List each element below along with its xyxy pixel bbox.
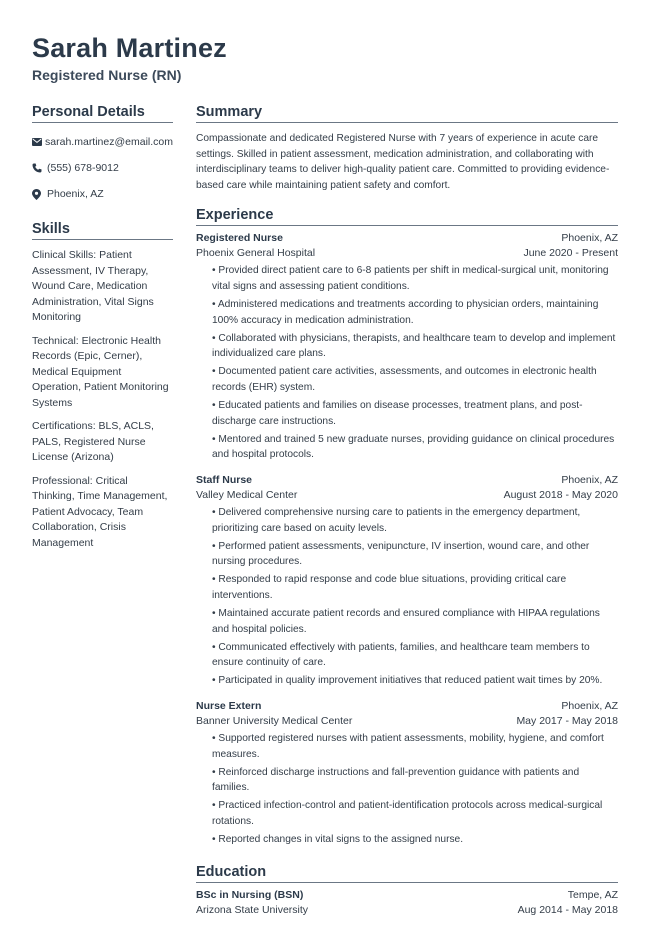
job-role: Registered Nurse (196, 232, 283, 245)
job-bullet: • Communicated effectively with patients, families, and healthcare team members to ensure continuity of care. (212, 641, 590, 669)
experience-heading: Experience (196, 207, 618, 226)
summary-heading: Summary (196, 104, 618, 123)
job-dates: June 2020 - Present (523, 247, 618, 260)
job-bullet: • Collaborated with physicians, therapists, and healthcare team to develop and implement individualized care plans. (212, 332, 616, 360)
contact-email (32, 135, 173, 149)
job-bullet: • Administered medications and treatments according to physician orders, maintaining 100% accuracy in medication administration. (212, 299, 599, 326)
job-bullet: • Responded to rapid response and code blue situations, providing critical care interventions. (212, 574, 567, 601)
job-location: Phoenix, AZ (561, 700, 618, 713)
skill-group: Professional: Critical Thinking, Time Management, Patient Advocacy, Team Collaboration, Crisis Management (32, 474, 168, 549)
contact-phone (32, 161, 173, 175)
job-bullet: • Maintained accurate patient records and ensured compliance with HIPAA regulations and hospital policies. (212, 608, 600, 635)
job-bullet: • Reinforced discharge instructions and fall-prevention guidance with patients and families. (212, 766, 580, 794)
job-bullet: • Documented patient care activities, assessments, and outcomes in electronic health records (EHR) system. (212, 366, 597, 394)
skill-group: Clinical Skills: Patient Assessment, IV Therapy, Wound Care, Medication Administration, Vital Signs Monitoring (32, 249, 154, 323)
job-bullet: • Practiced infection-control and patient-identification protocols across medical-surgical rotations. (212, 800, 603, 827)
school: Arizona State University (196, 903, 309, 916)
phone-text: (555) 678-9012 (47, 162, 119, 174)
job-bullet: • Performed patient assessments, venipuncture, IV insertion, wound care, and other nursing procedures. (212, 540, 590, 568)
job-role: Nurse Extern (196, 700, 262, 713)
left-column (32, 104, 173, 559)
job-entry (196, 473, 618, 689)
contact-location (32, 187, 173, 201)
job-bullet: • Educated patients and families on disease processes, treatment plans, and post-discharge care instructions. (212, 400, 583, 427)
summary-text: Compassionate and dedicated Registered Nurse with 7 years of experience in acute care settings. Skilled in patient assessment, medication administration, and collaborating with interdisciplinary teams to deliver high-quality patient care. Committed to providing evidence-based care while maintaining patient safety and comfort. (196, 133, 610, 191)
job-bullet: • Reported changes in vital signs to the assigned nurse. (212, 834, 464, 846)
resume-header (32, 30, 227, 84)
job-company: Banner University Medical Center (196, 715, 353, 728)
education-heading: Education (196, 864, 618, 883)
job-row-role (196, 473, 618, 488)
location-text: Phoenix, AZ (47, 188, 104, 200)
candidate-name: Sarah Martinez (32, 33, 227, 63)
job-bullets (196, 731, 618, 848)
job-bullet: • Provided direct patient care to 6-8 patients per shift in medical-surgical unit, monitoring vital signs and assessing patient conditions. (212, 265, 609, 292)
job-bullets (196, 263, 618, 463)
job-bullet: • Participated in quality improvement initiatives that reduced patient wait times by 20%. (212, 675, 603, 687)
phone-icon (32, 163, 47, 173)
job-company: Valley Medical Center (196, 489, 298, 501)
education-row-2 (196, 903, 618, 918)
job-location: Phoenix, AZ (561, 232, 618, 245)
education-dates: Aug 2014 - May 2018 (517, 903, 618, 916)
education-location: Tempe, AZ (567, 888, 618, 901)
job-bullet: • Supported registered nurses with patient assessments, mobility, hygiene, and comfort measures. (212, 733, 604, 760)
education-row-1 (196, 888, 618, 903)
job-bullet: • Delivered comprehensive nursing care to patients in the emergency department, prioritizing care based on acuity levels. (212, 507, 581, 534)
education-entry (196, 888, 618, 918)
location-pin-icon (32, 189, 47, 200)
skills-heading: Skills (32, 221, 173, 240)
job-dates: August 2018 - May 2020 (503, 489, 618, 501)
job-bullets (196, 505, 618, 689)
job-company: Phoenix General Hospital (196, 247, 316, 260)
degree: BSc in Nursing (BSN) (196, 888, 304, 901)
experience-list (196, 231, 618, 847)
job-entry (196, 699, 618, 848)
job-row-company (196, 714, 618, 729)
job-dates: May 2017 - May 2018 (516, 715, 618, 728)
job-entry (196, 231, 618, 463)
envelope-icon (32, 138, 45, 146)
job-row-company (196, 488, 618, 503)
job-row-role (196, 699, 618, 714)
skill-group: Technical: Electronic Health Records (Epic, Cerner), Medical Equipment Operation, Patient Monitoring Systems (32, 334, 169, 409)
right-column (196, 104, 618, 918)
email-text: sarah.martinez@email.com (45, 136, 173, 148)
job-bullet: • Mentored and trained 5 new graduate nurses, providing guidance on clinical procedures and hospital protocols. (212, 433, 615, 461)
candidate-title: Registered Nurse (RN) (32, 67, 182, 83)
skill-group: Certifications: BLS, ACLS, PALS, Registered Nurse License (Arizona) (32, 420, 154, 463)
personal-details-heading: Personal Details (32, 104, 173, 123)
job-role: Staff Nurse (196, 474, 253, 486)
job-location: Phoenix, AZ (561, 474, 618, 486)
job-row-role (196, 231, 618, 246)
job-row-company (196, 246, 618, 261)
